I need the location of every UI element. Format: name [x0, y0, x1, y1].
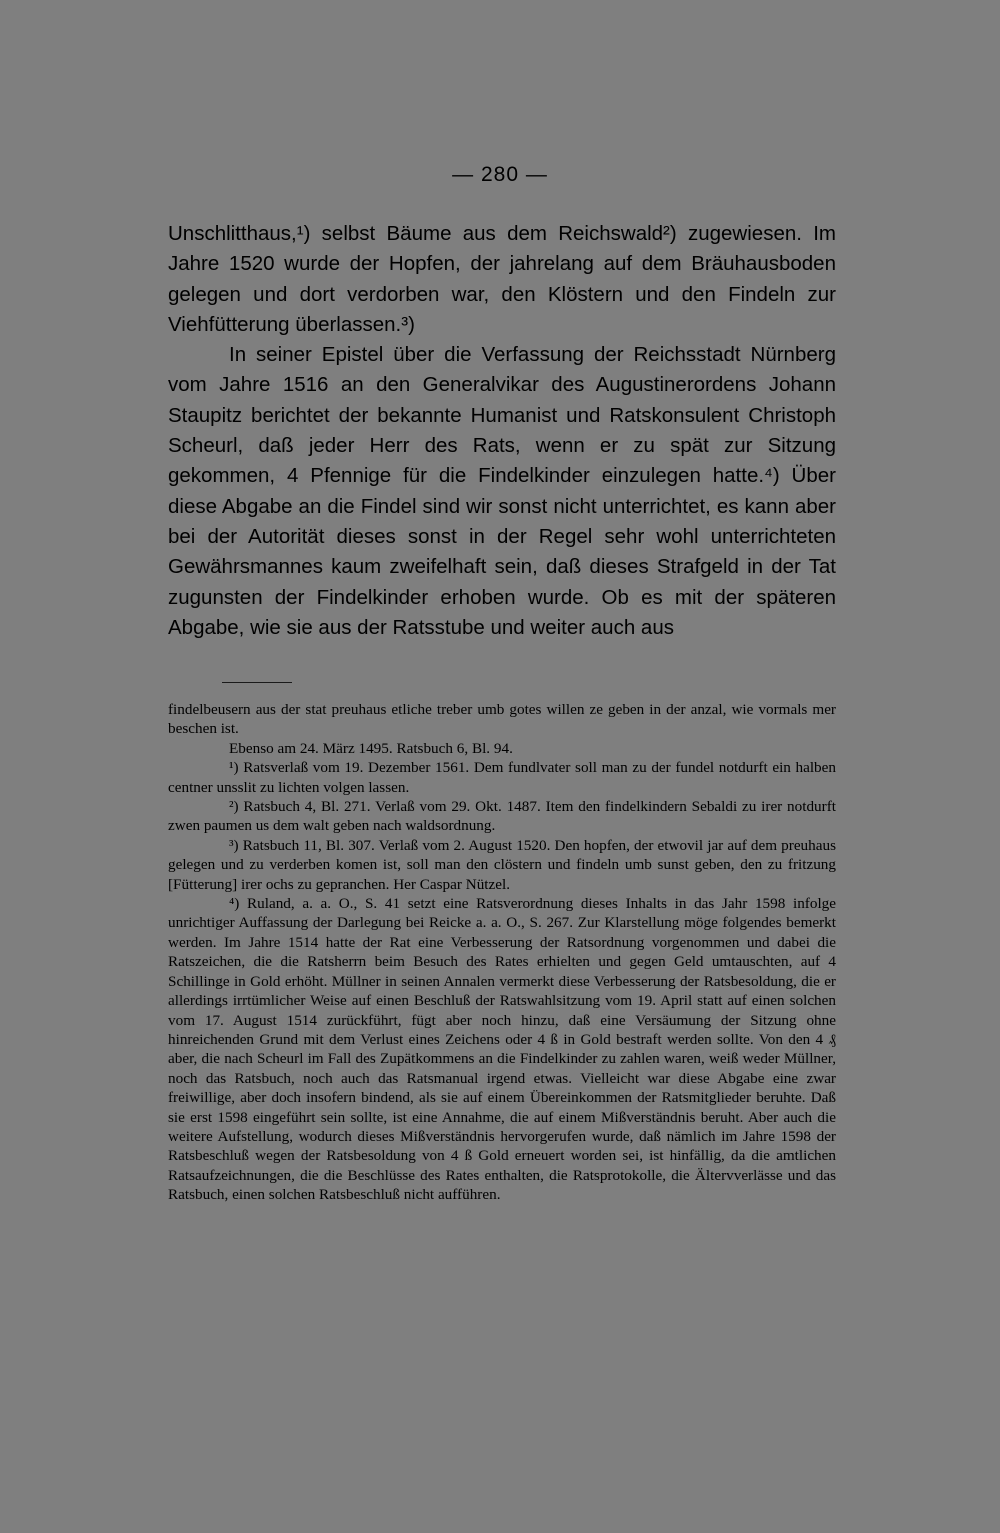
main-paragraph-1: Unschlitthaus,¹) selbst Bäume aus dem Reichswald²) zugewiesen. Im Jahre 1520 wurde der Hopfen, der jahrelang auf dem Bräuhausboden gelegen und dort verdorben war, den Klöstern und den Findeln zur Viehfütterung überlassen.³)	[168, 222, 836, 336]
main-paragraph-2: In seiner Epistel über die Verfassung der Reichsstadt Nürnberg vom Jahre 1516 an den Generalvikar des Augustinerordens Johann Staupitz berichtet der bekannte Humanist und Ratskonsulent Christoph Scheurl, daß jeder Herr des Rats, wenn er zu spät zur Sitzung gekommen, 4 Pfennige für die Findelkinder einzulegen hatte.⁴) Über diese Abgabe an die Findel sind wir sonst nicht unterrichtet, es kann aber bei der Autorität dieses sonst in der Regel sehr wohl unterrichteten Gewährsmannes kaum zweifelhaft sein, daß dieses Strafgeld in der Tat zugunsten der Findelkinder erhoben wurde. Ob es mit der späteren Abgabe, wie sie aus der Ratsstube und weiter auch aus	[168, 343, 836, 639]
footnote-continuation: findelbeusern aus der stat preuhaus etliche treber umb gotes willen ze geben in der anzal, wie vormals mer beschen ist.	[168, 701, 836, 738]
page-number: — 280 —	[452, 163, 548, 186]
main-text	[168, 219, 836, 643]
footnote-divider	[222, 682, 292, 683]
footnote-4: ⁴) Ruland, a. a. O., S. 41 setzt eine Ratsverordnung dieses Inhalts in das Jahr 1598 infolge unrichtiger Auffassung der Darlegung bei Reicke a. a. O., S. 267. Zur Klarstellung möge folgendes bemerkt werden. Im Jahre 1514 hatte der Rat eine Verbesserung der Ratsordnung vorgenommen und dabei die Ratszeichen, die die Ratsherrn beim Besuch des Rates erhielten und gegen Geld umtauschten, auf 4 Schillinge in Gold erhöht. Müllner in seinen Annalen vermerkt diese Verbesserung der Ratsbesoldung, die er allerdings irrtümlicher Weise auf einen Beschluß der Ratswahlsitzung vom 19. April statt auf einen solchen vom 17. August 1514 zurückführt, fügt aber noch hinzu, daß eine Versäumung der Sitzung ohne hinreichenden Grund mit dem Verlust eines Zeichens oder 4 ß in Gold bestraft werden sollte. Von den 4 ₰ aber, die nach Scheurl im Fall des Zupätkommens an die Findelkinder zu zahlen waren, weiß weder Müllner, noch das Ratsbuch, noch auch das Ratsmanual irgend etwas. Vielleicht war diese Abgabe eine zwar freiwillige, aber doch insofern bindend, als sie auf einem Übereinkommen der Ratsmitglieder beruhte. Daß sie erst 1598 eingeführt sein sollte, ist eine Annahme, die auf einem Mißverständnis beruht. Aber auch die weitere Aufstellung, wodurch dieses Mißverständnis hervorgerufen wurde, daß nämlich im Jahre 1598 der Ratsbeschluß wegen der Ratsbesoldung von 4 ß Gold erneuert worden sei, ist hinfällig, da die amtlichen Ratsaufzeichnungen, die die Beschlüsse des Rates enthalten, die Ratsprotokolle, die Ältervverlässe und das Ratsbuch, einen solchen Ratsbeschluß nicht aufführen.	[168, 895, 836, 1204]
footnote-2: ²) Ratsbuch 4, Bl. 271. Verlaß vom 29. Okt. 1487. Item den findelkindern Sebaldi zu irer notdurft zwen paumen us dem walt geben nach waldsordnung.	[168, 798, 836, 835]
footnote-1: ¹) Ratsverlaß vom 19. Dezember 1561. Dem fundlvater soll man zu der fundel notdurft ein halben centner unsslit zu lichten volgen lassen.	[168, 759, 836, 796]
footnote-ebenso: Ebenso am 24. März 1495. Ratsbuch 6, Bl. 94.	[229, 739, 513, 757]
footnotes	[168, 700, 836, 1205]
footnote-3: ³) Ratsbuch 11, Bl. 307. Verlaß vom 2. August 1520. Den hopfen, der etwovil jar auf dem preuhaus gelegen und zu verderben komen ist, soll man den clöstern und findeln umb sunst geben, den zu fritzung [Fütterung] irer ochs zu gepranchen. Her Caspar Nützel.	[168, 836, 836, 893]
